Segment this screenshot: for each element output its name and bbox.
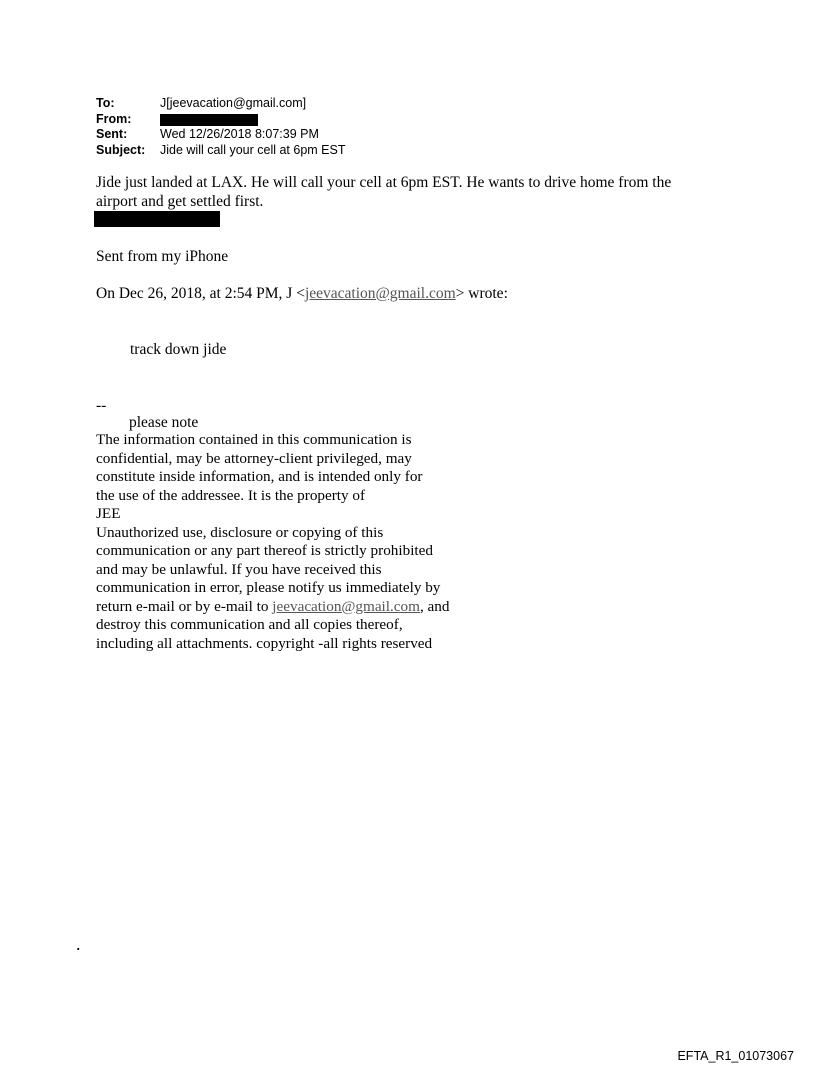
signature-redaction-bar [94, 211, 220, 227]
reply-prefix: On Dec 26, 2018, at 2:54 PM, J < [96, 285, 305, 302]
from-redaction-bar [160, 114, 258, 126]
reply-suffix: > wrote: [455, 285, 508, 302]
message-body [96, 173, 716, 211]
email-header [96, 96, 345, 158]
reply-attribution [96, 284, 508, 303]
disclaimer-line: Unauthorized use, disclosure or copying of this [96, 523, 384, 541]
disclaimer-line: communication in error, please notify us immediately by [96, 579, 441, 596]
subject-row [96, 143, 345, 159]
disclaimer-line: including all attachments. copyright -all rights reserved [96, 634, 433, 652]
sent-row [96, 127, 345, 143]
sent-label: Sent: [96, 127, 128, 141]
confidentiality-disclaimer [96, 431, 476, 653]
subject-value: Jide will call your cell at 6pm EST [160, 142, 346, 157]
sent-value: Wed 12/26/2018 8:07:39 PM [160, 127, 319, 141]
disclaimer-line: constitute inside information, and is intended only for [96, 468, 423, 485]
disclaimer-line: confidential, may be attorney-client privileged, may [96, 449, 412, 467]
disclaimer-line: The information contained in this communication is [96, 431, 412, 448]
disclaimer-email-link[interactable]: jeevacation@gmail.com [272, 597, 420, 615]
sent-from-line: Sent from my iPhone [96, 248, 229, 265]
from-row [96, 112, 345, 128]
message-line-1: Jide just landed at LAX. He will call your cell at 6pm EST. He wants to drive home from the [96, 174, 672, 191]
stray-mark: . [76, 934, 81, 954]
to-value: J[jeevacation@gmail.com] [160, 96, 307, 110]
return-prefix: return e-mail or by e-mail to [96, 597, 273, 615]
message-line-2: airport and get settled first. [96, 193, 264, 210]
disclaimer-return-line [96, 598, 476, 617]
disclaimer-line: and may be unlawful. If you have received this [96, 560, 382, 578]
disclaimer-line: communication or any part thereof is strictly prohibited [96, 542, 433, 559]
disclaimer-line: destroy this communication and all copies thereof, [96, 616, 403, 633]
please-note-label: please note [129, 414, 199, 431]
signature-separator: -- [96, 397, 107, 414]
quoted-message: track down jide [130, 341, 227, 358]
disclaimer-line: the use of the addressee. It is the property of [96, 486, 366, 504]
subject-label: Subject: [96, 142, 146, 157]
from-label: From: [96, 111, 132, 126]
document-id: EFTA_R1_01073067 [677, 1049, 794, 1063]
return-suffix: , and [419, 597, 450, 615]
to-label: To: [96, 96, 115, 110]
reply-email-link[interactable]: jeevacation@gmail.com [304, 285, 456, 302]
disclaimer-line: JEE [96, 505, 121, 522]
to-row [96, 96, 345, 112]
